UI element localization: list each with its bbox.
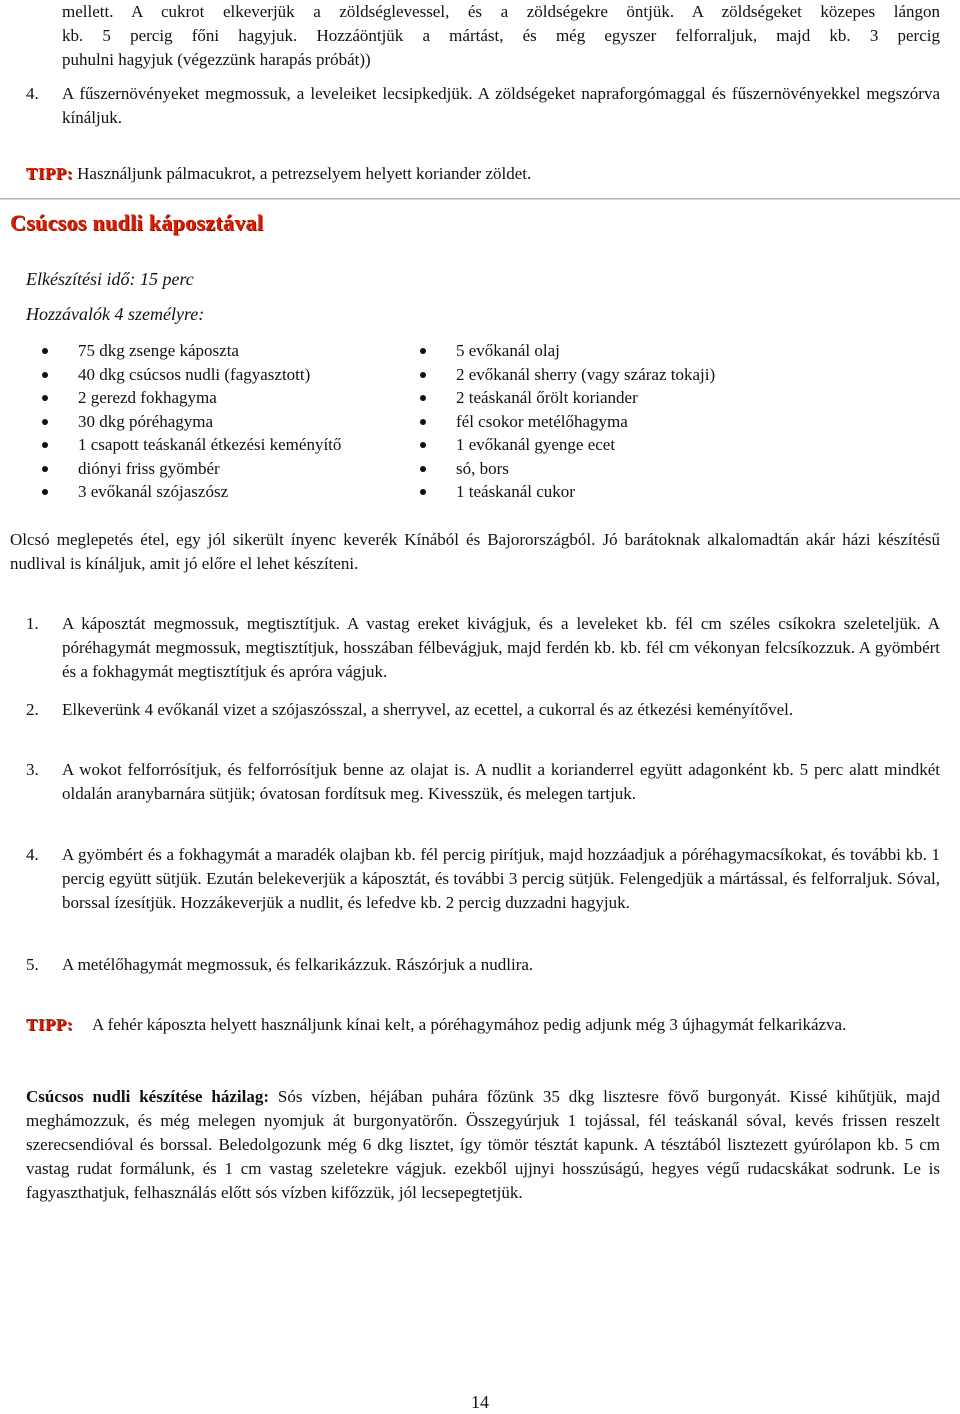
ingredient-text: 1 teáskanál cukor <box>456 482 575 501</box>
step-number: 1. <box>26 614 39 633</box>
section-divider <box>0 198 960 200</box>
bullet-icon <box>420 466 426 472</box>
recipe-title: Csúcsos nudli káposztával <box>10 210 264 235</box>
tipp-line-1 <box>26 162 940 186</box>
ingredient-text: 2 evőkanál sherry (vagy száraz tokaji) <box>456 364 716 384</box>
step-text: A metélőhagymát megmossuk, és felkarikázzuk. Rászórjuk a nudlira. <box>62 955 534 974</box>
ingredient-text: 30 dkg póréhagyma <box>78 411 214 431</box>
bullet-icon <box>42 466 48 472</box>
homemade-label: Csúcsos nudli készítése házilag: <box>26 1087 269 1106</box>
ingredient-item <box>456 410 856 434</box>
continuation-line-2: kb. 5 percig főni hagyjuk. Hozzáöntjük a mártást, és még egyszer felforraljuk, majd kb. 3 percig <box>62 26 940 45</box>
recipe-step-3 <box>26 758 940 806</box>
bullet-icon <box>42 348 48 354</box>
ingredient-item <box>78 386 418 410</box>
homemade-nudli-paragraph <box>26 1085 940 1205</box>
continuation-line-3: puhulni hagyjuk (végezzünk harapás próbát)) <box>62 50 371 69</box>
ingredient-text: 75 dkg zsenge káposzta <box>78 341 239 360</box>
previous-recipe-continuation <box>62 0 940 72</box>
bullet-icon <box>420 442 426 448</box>
ingredient-item <box>78 363 418 387</box>
recipe-step-5 <box>26 953 940 977</box>
bullet-icon <box>42 395 48 401</box>
step-text: A fűszernövényeket megmossuk, a leveleiket lecsipkedjük. A zöldségeket napraforgómaggal és fűszernövényekkel megszórva kínáljuk. <box>62 84 940 127</box>
step-text: A káposztát megmossuk, megtisztítjuk. A vastag ereket kivágjuk, és a leveleket kb. fél cm széles csíkokra szeleteljük. A póréhagymát megmossuk, megtisztítjuk, hosszában félbevágjuk, majd ferdén kb. kb. fél cm vékonyan felcsíkozzuk. A gyömbért és a fokhagymát megtisztítjuk és apróra vágjuk. <box>62 614 940 681</box>
ingredient-item <box>456 480 856 504</box>
bullet-icon <box>420 419 426 425</box>
bullet-icon <box>42 489 48 495</box>
recipe-step-4 <box>26 843 940 915</box>
ingredient-text: 40 dkg csúcsos nudli (fagyasztott) <box>78 364 311 384</box>
step-text: Elkeverünk 4 evőkanál vizet a szójaszósszal, a sherryvel, az ecettel, a cukorral és az étkezési keményítővel. <box>62 700 794 719</box>
ingredient-item <box>78 480 418 504</box>
previous-step-4 <box>26 82 940 130</box>
ingredient-text: 1 csapott teáskanál étkezési keményítő <box>78 435 342 454</box>
prep-time: Elkészítési idő: 15 perc <box>26 269 194 289</box>
bullet-icon <box>42 419 48 425</box>
bullet-icon <box>42 442 48 448</box>
ingredient-text: 2 teáskanál őrölt koriander <box>456 388 638 407</box>
tipp-label: TIPP: <box>26 1015 73 1034</box>
tipp-label: TIPP: <box>26 164 73 183</box>
ingredient-text: diónyi friss gyömbér <box>78 458 220 478</box>
step-number: 4. <box>26 84 39 103</box>
ingredient-item <box>456 386 856 410</box>
bullet-icon <box>420 489 426 495</box>
ingredient-item <box>456 433 856 457</box>
ingredient-text: fél csokor metélőhagyma <box>456 411 628 431</box>
ingredient-item <box>78 410 418 434</box>
tipp-text: A fehér káposzta helyett használjunk kínai kelt, a póréhagymához pedig adjunk még 3 újhagymát felkarikázva. <box>92 1015 847 1034</box>
ingredient-item <box>78 457 418 481</box>
bullet-icon <box>42 372 48 378</box>
bullet-icon <box>420 372 426 378</box>
ingredient-item <box>456 457 856 481</box>
ingredient-text: 5 evőkanál olaj <box>456 341 560 360</box>
page-number: 14 <box>471 1392 489 1412</box>
ingredients-left-list <box>78 339 418 504</box>
bullet-icon <box>420 395 426 401</box>
ingredient-item <box>456 363 856 387</box>
ingredient-text: 1 evőkanál gyenge ecet <box>456 435 616 454</box>
servings: Hozzávalók 4 személyre: <box>26 304 205 324</box>
step-number: 5. <box>26 955 39 974</box>
tipp-text: Használjunk pálmacukrot, a petrezselyem helyett koriander zöldet. <box>77 164 532 183</box>
ingredient-text: 3 evőkanál szójaszósz <box>78 482 229 501</box>
continuation-line-1: mellett. A cukrot elkeverjük a zöldséglevessel, és a zöldségekre öntjük. A zöldségeket közepes lángon <box>62 2 940 21</box>
step-number: 4. <box>26 845 39 864</box>
ingredient-item <box>456 339 856 363</box>
homemade-text: Sós vízben, héjában puhára főzünk 35 dkg lisztesre fövő burgonyát. Kissé kihűtjük, majd meghámozzuk, és még melegen nyomjuk át burgonyatörőn. Összegyúrjuk 1 tojással, fél teáskanál sóval, kevés frissen reszelt szerecsendióval és borssal. Beledolgozunk még 6 dkg lisztet, így tömör tésztát kapunk. A tésztából lisztezett gyúrólapon kb. 5 cm vastag rudat formálunk, és 1 cm vastag szeletekre vágjuk. ezekből ujjnyi hosszúságú, hegyes végű rudacskákat sodrunk. Le is fagyaszthatjuk, felhasználás előtt sós vízben kifőzzük, jól lecsepegtetjük. <box>26 1087 941 1202</box>
ingredient-text: só, bors <box>456 458 509 478</box>
bullet-icon <box>420 348 426 354</box>
ingredient-text: 2 gerezd fokhagyma <box>78 388 217 407</box>
step-text: A gyömbért és a fokhagymát a maradék olajban kb. fél percig pirítjuk, majd hozzáadjuk a póréhagymacsíkokat, és további kb. 1 percig együtt sütjük. Ezután belekeverjük a káposztát, és további 3 percig sütjük. Felengedjük a mártással, és felforraljuk. Sóval, borssal ízesítjük. Hozzákeverjük a nudlit, és lefedve kb. 2 percig duzzadni hagyjuk. <box>62 845 940 912</box>
recipe-step-2 <box>26 698 940 722</box>
recipe-step-1 <box>26 612 940 684</box>
recipe-intro: Olcsó meglepetés étel, egy jól sikerült ínyenc keverék Kínából és Bajorországból. Jó barátoknak alkalomadtán akár házi készítésű nudlival is kínáljuk, amit jó előre el lehet készíteni. <box>10 530 940 573</box>
ingredients-right-list <box>456 339 856 504</box>
step-text: A wokot felforrósítjuk, és felforrósítjuk benne az olajat is. A nudlit a korianderrel együtt adagonként kb. 5 perc alatt mindkét oldalán aranybarnára sütjük; óvatosan fordítsuk meg. Kivesszük, és melegen tartjuk. <box>62 760 940 803</box>
step-number: 2. <box>26 700 39 719</box>
step-number: 3. <box>26 760 39 779</box>
ingredient-item <box>78 433 418 457</box>
ingredient-item <box>78 339 418 363</box>
